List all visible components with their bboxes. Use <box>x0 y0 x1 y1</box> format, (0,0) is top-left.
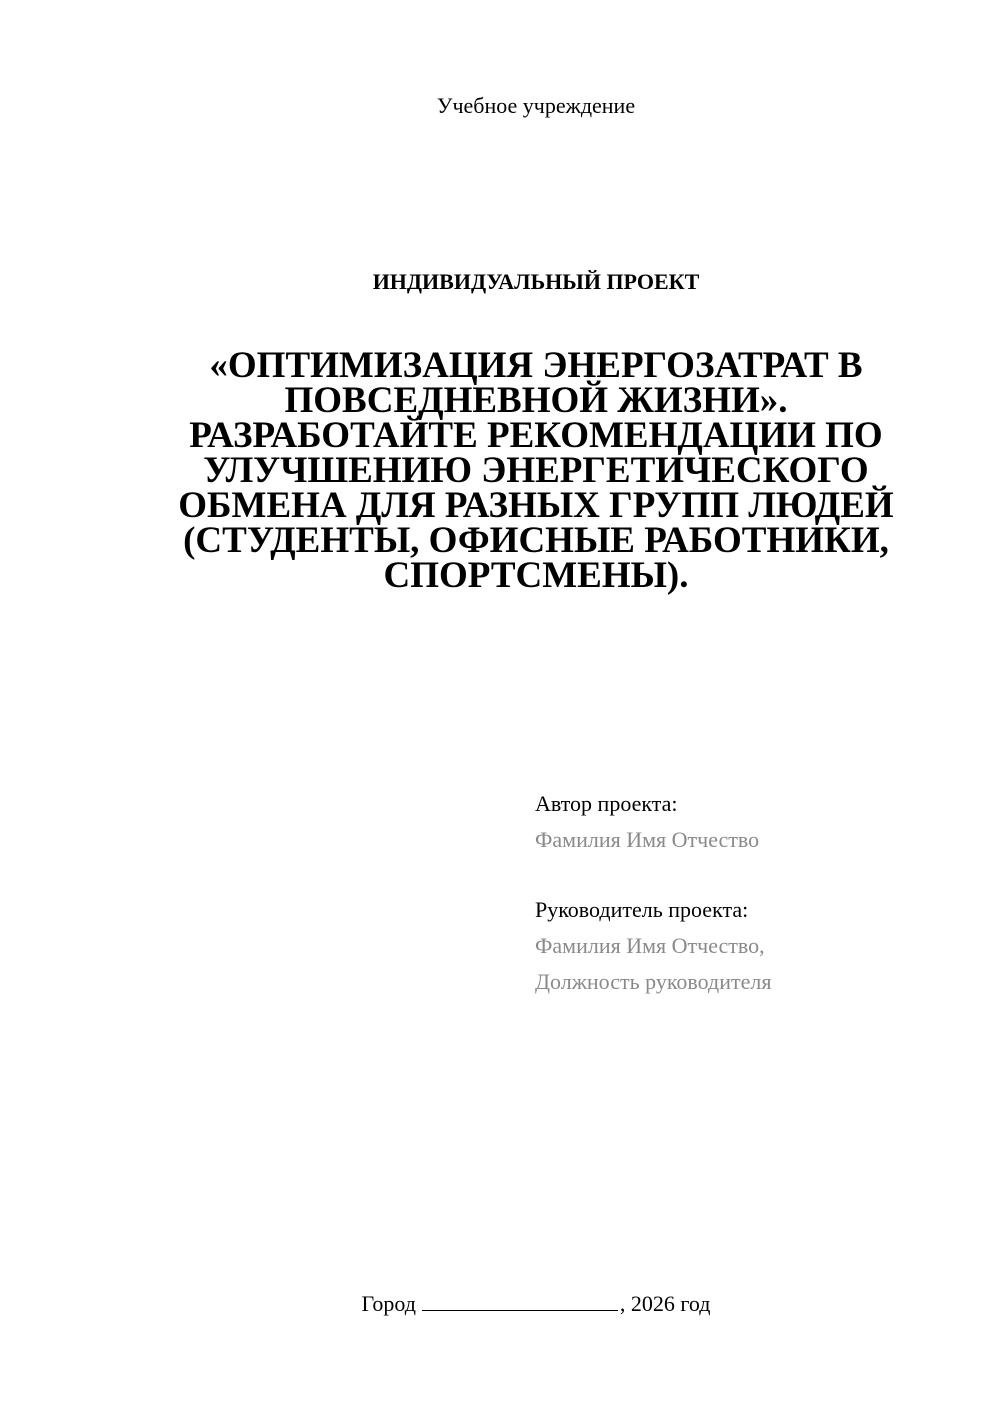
year-text: , 2026 год <box>619 1291 711 1316</box>
project-title <box>140 345 932 596</box>
supervisor-label: Руководитель проекта: <box>535 897 749 922</box>
project-type-heading: ИНДИВИДУАЛЬНЫЙ ПРОЕКТ <box>372 269 700 294</box>
author-block <box>535 786 975 858</box>
project-title-line: ПОВСЕДНЕВНОЙ ЖИЗНИ». <box>284 380 788 421</box>
author-label: Автор проекта: <box>535 791 678 816</box>
author-name: Фамилия Имя Отчество <box>535 827 760 852</box>
project-title-line: ОБМЕНА ДЛЯ РАЗНЫХ ГРУПП ЛЮДЕЙ <box>178 485 894 526</box>
supervisor-block <box>535 892 975 1000</box>
project-title-line: УЛУЧШЕНИЮ ЭНЕРГЕТИЧЕСКОГО <box>203 450 869 491</box>
institution-name: Учебное учреждение <box>436 93 636 118</box>
project-title-line: СПОРТСМЕНЫ). <box>383 555 689 596</box>
project-title-line: РАЗРАБОТАЙТЕ РЕКОМЕНДАЦИИ ПО <box>189 415 883 456</box>
city-blank-line <box>422 1290 618 1311</box>
city-year-footer <box>0 1290 1000 1318</box>
supervisor-position: Должность руководителя <box>535 969 772 994</box>
project-title-line: (СТУДЕНТЫ, ОФИСНЫЕ РАБОТНИКИ, <box>183 520 889 561</box>
city-label: Город <box>361 1291 416 1316</box>
supervisor-name: Фамилия Имя Отчество, <box>535 933 765 958</box>
project-title-line: «ОПТИМИЗАЦИЯ ЭНЕРГОЗАТРАТ В <box>209 345 863 386</box>
